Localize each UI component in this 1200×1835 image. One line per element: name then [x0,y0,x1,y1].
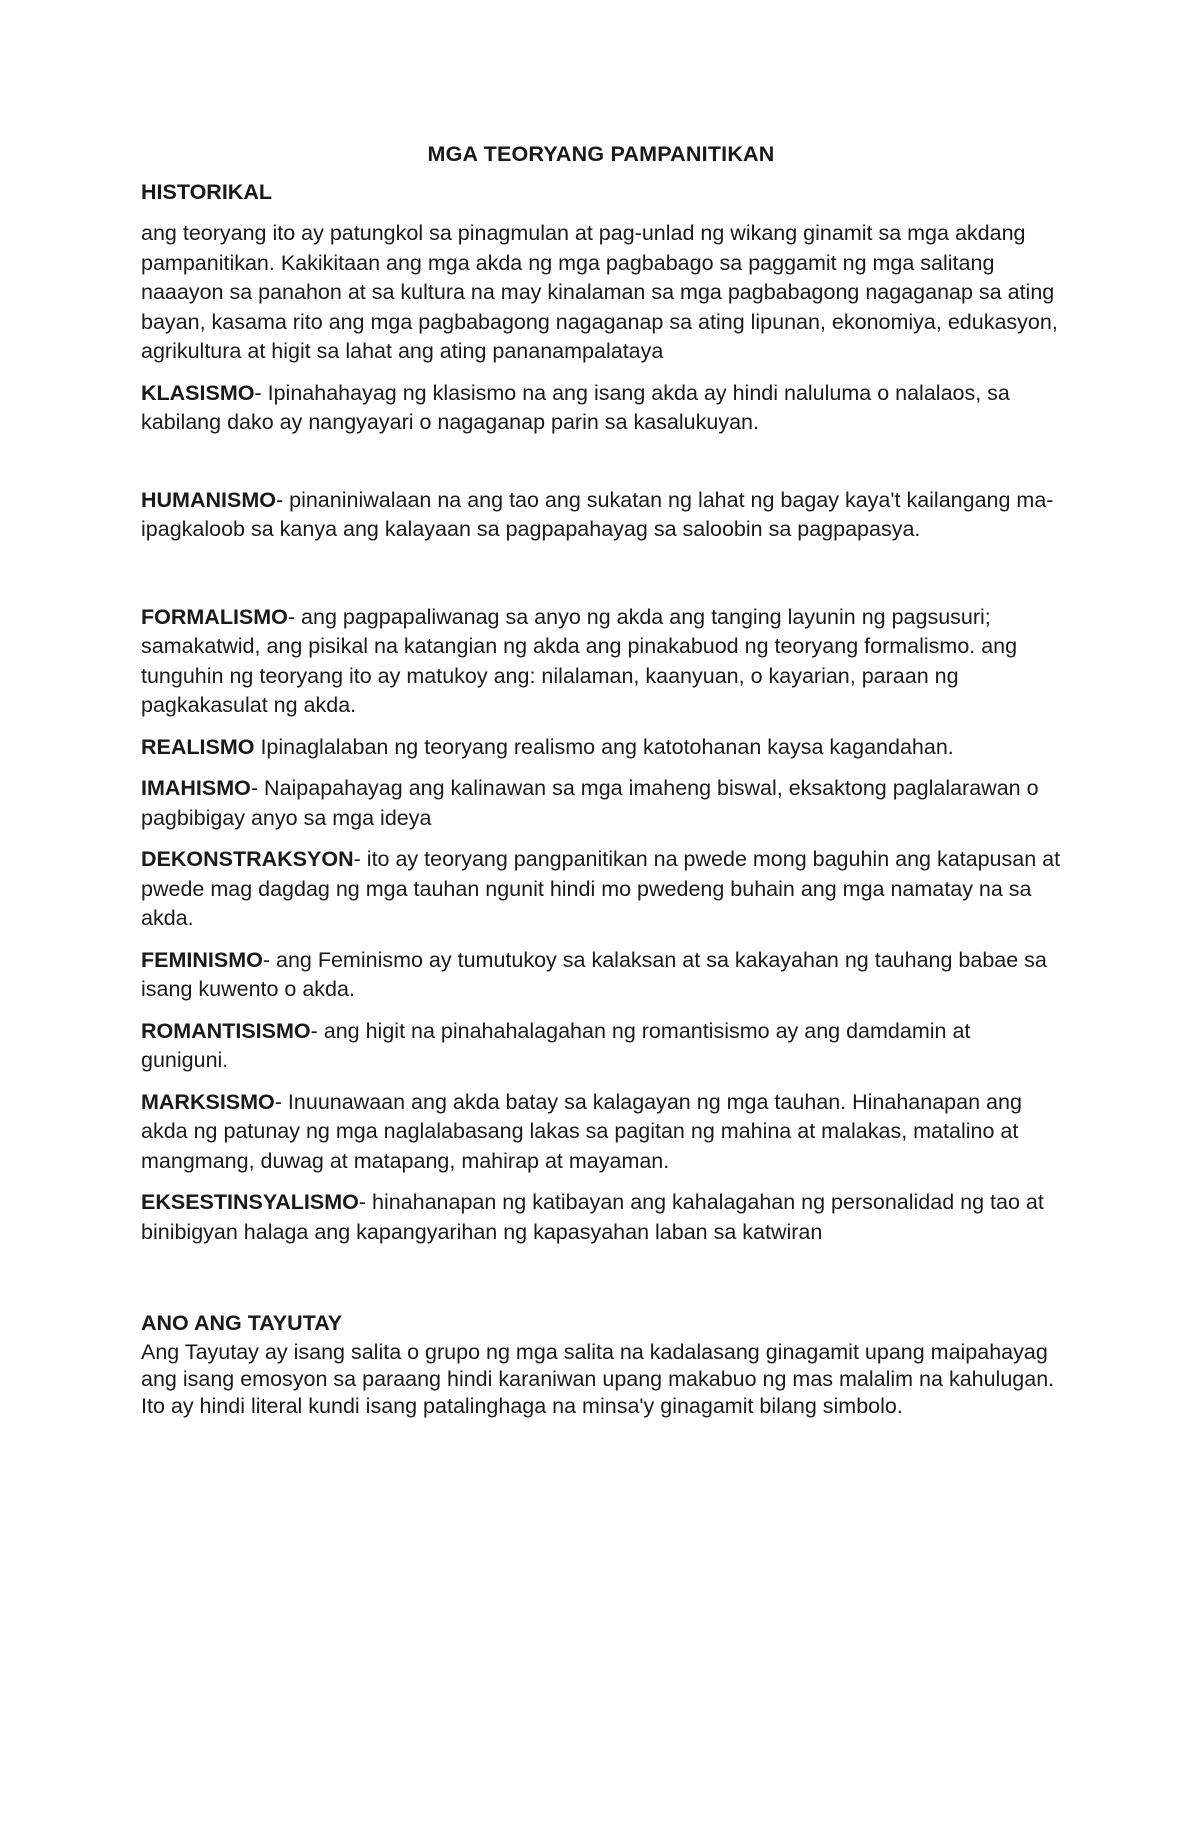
theory-definition: ang pagpapaliwanag sa anyo ng akda ang tanging layunin ng pagsusuri; samakatwid, ang pisikal na katangian ng akda ang pinakabuod ng teoryang formalismo. ang tunguhin ng teoryang ito ay matukoy ang: nilalaman, kaanyuan, o kayarian, paraan ng pagkakasulat ng akda. [141,604,1018,717]
theory-humanismo [141,486,1061,545]
theory-feminismo [141,946,1061,1005]
theory-separator: - [254,380,262,405]
historikal-paragraph: ang teoryang ito ay patungkol sa pinagmulan at pag-unlad ng wikang ginamit sa mga akdang pampanitikan. Kakikitaan ang mga akda ng mga pagbabago sa paggamit ng mga salitang naaayon sa panahon at sa kultura na may kinalaman sa mga pagbabagong nagaganap sa ating bayan, kasama rito ang mga pagbabagong nagaganap sa ating lipunan, ekonomiya, edukasyon, agrikultura at higit sa lahat ang ating pananampalataya [141,221,1058,363]
theory-separator: - [275,487,284,512]
theory-separator: - [353,847,361,871]
theory-term: IMAHISMO [141,776,251,800]
theory-definition: ang Feminismo ay tumutukoy sa kalaksan at sa kakayahan ng tauhang babae sa isang kuwento o akda. [141,947,1047,1001]
theory-term: FORMALISMO [141,604,288,629]
theory-separator: - [274,1089,282,1114]
theory-marksismo [141,1088,1061,1177]
theory-term: EKSESTINSYALISMO [141,1190,359,1214]
theory-separator: - [287,604,296,629]
theory-separator: - [262,947,271,972]
document-page [141,140,1061,1420]
theory-definition: ang higit na pinahahalagahan ng romantisismo ay ang damdamin at guniguni. [141,1018,971,1072]
theory-separator: - [310,1018,318,1043]
theory-separator: - [358,1190,367,1214]
theory-definition: ito ay teoryang pangpanitikan na pwede mong baguhin ang katapusan at pwede mag dagdag ng mga tauhan ngunit hindi mo pwedeng buhain ang mga namatay na sa akda. [141,847,1061,930]
theory-term: MARKSISMO [141,1089,275,1114]
section-heading-tayutay: ANO ANG TAYUTAY [141,1311,343,1335]
theory-term: FEMINISMO [141,947,263,972]
theory-definition: pinaniniwalaan na ang tao ang sukatan ng lahat ng bagay kaya't kailangang ma-ipagkaloob sa kanya ang kalayaan sa pagpapahayag sa saloobin sa pagpapasya. [141,487,1054,541]
section-heading-historikal: HISTORIKAL [141,179,272,204]
theory-formalismo [141,603,1061,721]
theory-definition: hinahanapan ng katibayan ang kahalagahan ng personalidad ng tao at binibigyan halaga ang kapangyarihan ng kapasyahan laban sa katwiran [141,1190,1044,1244]
theory-dekonstraksyon [141,845,1061,934]
theory-term: KLASISMO [141,380,255,405]
theory-definition: Ipinahahayag ng klasismo na ang isang akda ay hindi naluluma o nalalaos, sa kabilang dako ay nangyayari o nagaganap parin sa kasalukuyan. [141,380,1010,434]
theory-definition: Ipinaglalaban ng teoryang realismo ang katotohanan kaysa kagandahan. [254,734,954,759]
theory-definition: Naipapahayag ang kalinawan sa mga imaheng biswal, eksaktong paglalarawan o pagbibigay anyo sa mga ideya [141,776,1039,830]
theory-realismo [141,733,1061,763]
theory-separator: - [250,776,259,800]
document-title: MGA TEORYANG PAMPANITIKAN [427,142,775,166]
tayutay-paragraph: Ang Tayutay ay isang salita o grupo ng mga salita na kadalasang ginagamit upang maipahayag ang isang emosyon sa paraang hindi karaniwan upang makabuo ng mas malalim na kahulugan. Ito ay hindi literal kundi isang patalinghaga na minsa'y ginagamit bilang simbolo. [141,1339,1055,1418]
theory-term: ROMANTISISMO [141,1018,311,1043]
theory-imahismo [141,774,1061,833]
theory-romantisismo [141,1017,1061,1076]
theory-term: REALISMO [141,734,255,759]
theory-term: DEKONSTRAKSYON [141,847,354,871]
theory-term: HUMANISMO [141,487,276,512]
theory-definition: Inuunawaan ang akda batay sa kalagayan ng mga tauhan. Hinahanapan ang akda ng patunay ng mga naglalabasang lakas sa pagitan ng mahina at malakas, matalino at mangmang, duwag at matapang, mahirap at mayaman. [141,1089,1022,1173]
theory-klasismo [141,379,1061,438]
theory-eksestinsyalismo [141,1188,1061,1247]
